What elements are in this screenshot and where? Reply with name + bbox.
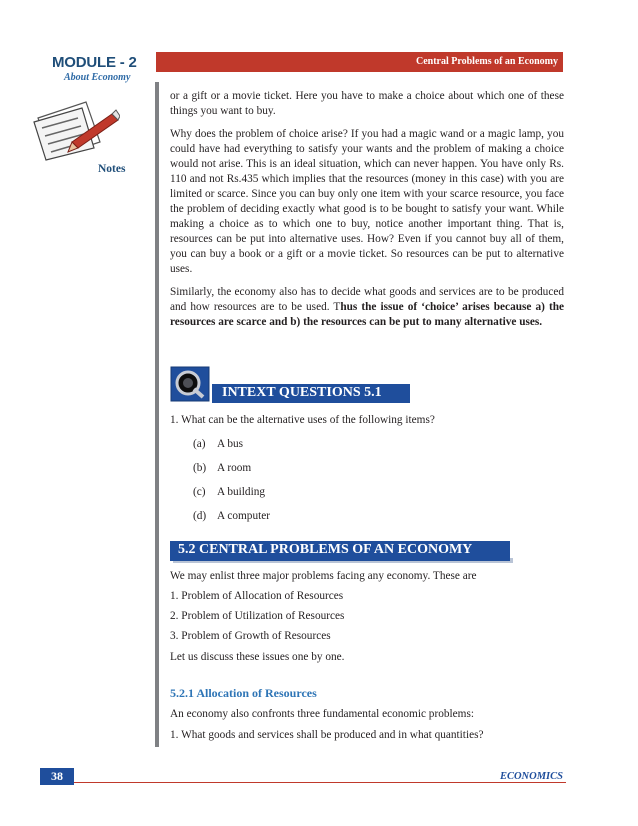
- module-subtitle: About Economy: [64, 72, 131, 83]
- intext-title: INTEXT QUESTIONS 5.1: [222, 385, 382, 400]
- list-item: 1. Problem of Allocation of Resources: [170, 590, 344, 602]
- option-letter: (c): [193, 486, 206, 498]
- footer-rule: [40, 782, 566, 783]
- option-text: A room: [217, 462, 252, 474]
- margin-rule: [155, 82, 159, 747]
- chapter-title: Central Problems of an Economy: [415, 56, 558, 67]
- section-title: 5.2 CENTRAL PROBLEMS OF AN ECONOMY: [178, 542, 473, 557]
- intext-question: 1. What can be the alternative uses of the following items?: [170, 414, 435, 426]
- option-text: A computer: [217, 510, 271, 522]
- question-icon: [170, 366, 210, 402]
- paragraph-3-plain: Similarly, the economy also has to decide what goods and services are to be produced and how resources are to be used. T: [170, 286, 564, 313]
- section-closing: Let us discuss these issues one by one.: [170, 651, 345, 663]
- list-item: 2. Problem of Utilization of Resources: [170, 610, 345, 622]
- subsection-title: 5.2.1 Allocation of Resources: [170, 686, 317, 700]
- footer-book-title: ECONOMICS: [499, 771, 563, 782]
- option-letter: (a): [193, 438, 206, 450]
- subsection-intro: An economy also confronts three fundamental economic problems:: [170, 708, 474, 720]
- option-letter: (d): [193, 510, 207, 522]
- option-letter: (b): [193, 462, 207, 474]
- notes-icon: [28, 98, 120, 162]
- paragraph-1: or a gift or a movie ticket. Here you have to make a choice about which one of these things you want to buy.: [170, 90, 564, 117]
- page-number: 38: [51, 769, 63, 783]
- module-title: MODULE - 2: [52, 54, 137, 71]
- option-text: A bus: [217, 438, 244, 450]
- notes-label: Notes: [98, 163, 126, 175]
- list-item: 1. What goods and services shall be produced and in what quantities?: [170, 729, 484, 741]
- paragraph-2: Why does the problem of choice arise? If you had a magic wand or a magic lamp, you could have had everything to satisfy your wants and the problem of making a choice would not arise. This is an ideal situation, which can never happen. You have only Rs. 110 and not Rs.435 which implies that the resources (money in this case) with you are limited or scarce. Since you can buy only one item with your scarce resource, you face the problem of deciding exactly what good is to be bought to satisfy your want. While making a choice as to which one to buy, notice another important thing. That is, resources can be put into alternative uses. How? Even if you cannot buy all of them, you can buy a book or a gift or a movie ticket. So resources can be put to alternative uses.: [170, 128, 564, 275]
- list-item: 3. Problem of Growth of Resources: [170, 630, 331, 642]
- option-text: A building: [217, 486, 266, 498]
- paragraph-3-bold: hus the issue of ‘choice’ arises because a) the resources are scarce and b) the resources can be put to many alternative uses.: [170, 301, 564, 328]
- paragraph-3: [170, 285, 564, 330]
- section-intro: We may enlist three major problems facing any economy. These are: [170, 570, 477, 582]
